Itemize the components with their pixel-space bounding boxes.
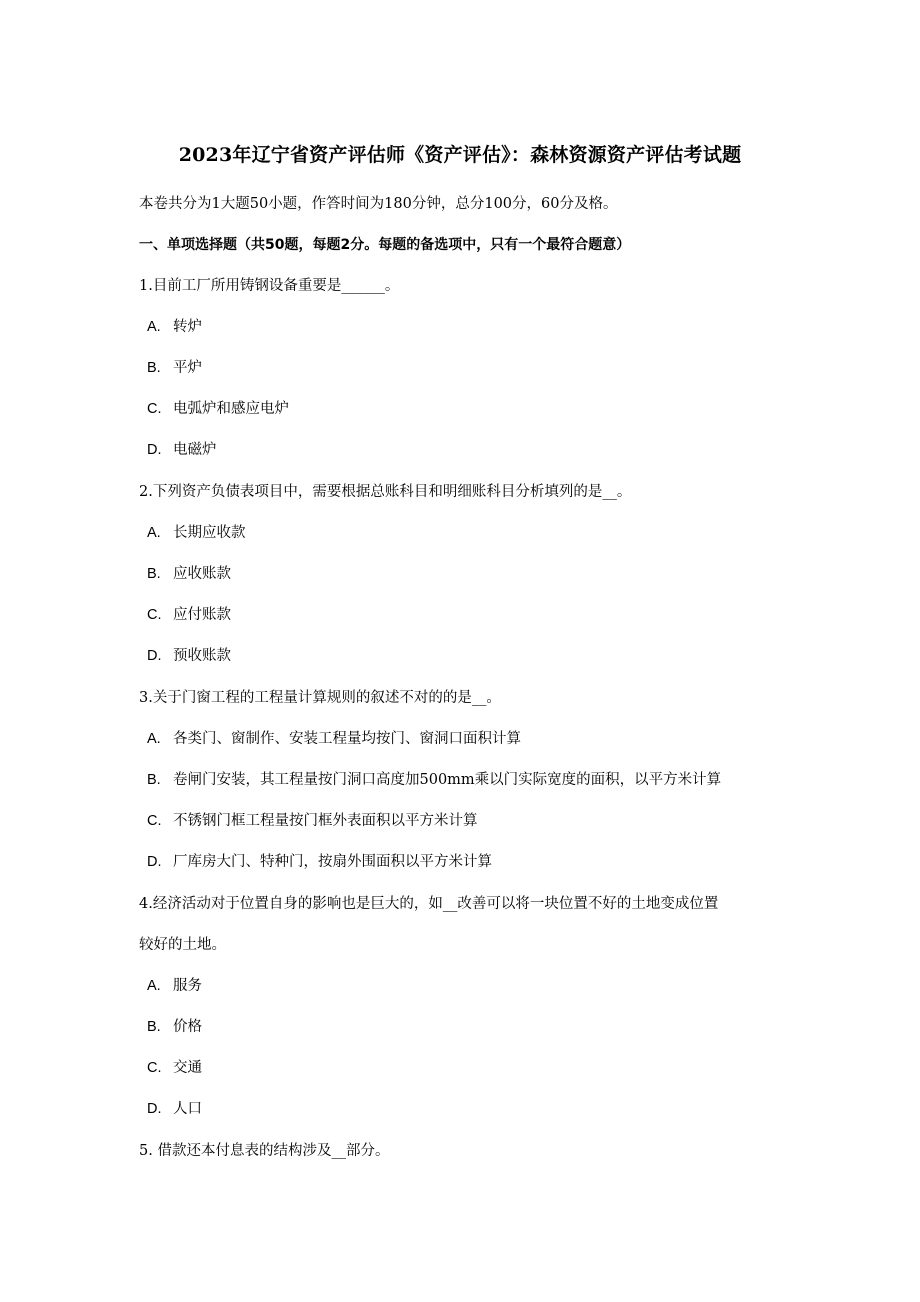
question-stem: 5. 借款还本付息表的结构涉及__部分。: [139, 1143, 390, 1159]
option-item: [147, 1017, 202, 1037]
option-letter: A.: [147, 525, 161, 541]
question-stem: 2.下列资产负债表项目中，需要根据总账科目和明细账科目分析填列的是__。: [139, 484, 632, 500]
option-letter: B.: [147, 360, 161, 376]
option-text: 电磁炉: [173, 442, 217, 458]
option-letter: D.: [147, 648, 162, 664]
option-item: [147, 399, 289, 419]
option-item: [147, 605, 231, 625]
question-stem: 4.经济活动对于位置自身的影响也是巨大的，如__改善可以将一块位置不好的土地变成位置: [139, 896, 719, 912]
section-heading: 一、单项选择题（共50题，每题2分。每题的备选项中，只有一个最符合题意）: [139, 237, 631, 253]
option-text: 应收账款: [173, 566, 231, 582]
option-letter: C.: [147, 607, 162, 623]
option-text: 转炉: [173, 319, 202, 335]
option-text: 交通: [173, 1060, 202, 1076]
option-item: [147, 317, 202, 337]
option-text: 平炉: [173, 360, 202, 376]
option-item: [147, 1058, 202, 1078]
option-text: 电弧炉和感应电炉: [173, 401, 289, 417]
option-text: 服务: [173, 978, 202, 994]
option-letter: C.: [147, 401, 162, 417]
page-title: 2023年辽宁省资产评估师《资产评估》：森林资源资产评估考试题: [178, 144, 742, 166]
option-text: 不锈钢门框工程量按门框外表面积以平方米计算: [173, 813, 478, 829]
option-letter: B.: [147, 566, 161, 582]
question-stem-continuation: 较好的土地。: [139, 937, 226, 953]
option-text: 各类门、窗制作、安装工程量均按门、窗洞口面积计算: [173, 731, 521, 747]
question-stem: 1.目前工厂所用铸钢设备重要是______。: [139, 278, 400, 294]
option-item: [147, 811, 478, 831]
option-letter: A.: [147, 319, 161, 335]
option-text: 预收账款: [173, 648, 231, 664]
option-item: [147, 440, 217, 460]
option-item: [147, 358, 202, 378]
option-item: [147, 770, 721, 790]
option-item: [147, 729, 521, 749]
option-item: [147, 564, 231, 584]
option-letter: C.: [147, 1060, 162, 1076]
option-text: 应付账款: [173, 607, 231, 623]
option-text: 人口: [173, 1101, 202, 1117]
option-letter: A.: [147, 978, 161, 994]
question-stem: 3.关于门窗工程的工程量计算规则的叙述不对的的是__。: [139, 690, 501, 706]
option-letter: D.: [147, 854, 162, 870]
option-text: 厂库房大门、特种门，按扇外围面积以平方米计算: [173, 854, 492, 870]
option-item: [147, 646, 231, 666]
option-letter: D.: [147, 1101, 162, 1117]
option-text: 价格: [173, 1019, 202, 1035]
option-letter: B.: [147, 772, 161, 788]
option-item: [147, 523, 246, 543]
option-letter: A.: [147, 731, 161, 747]
option-letter: C.: [147, 813, 162, 829]
option-item: [147, 976, 202, 996]
option-text: 卷闸门安装，其工程量按门洞口高度加500mm乘以门实际宽度的面积，以平方米计算: [173, 772, 722, 788]
intro-text: 本卷共分为1大题50小题，作答时间为180分钟，总分100分，60分及格。: [139, 196, 618, 212]
option-item: [147, 852, 492, 872]
option-text: 长期应收款: [173, 525, 246, 541]
option-letter: D.: [147, 442, 162, 458]
option-letter: B.: [147, 1019, 161, 1035]
option-item: [147, 1099, 202, 1119]
